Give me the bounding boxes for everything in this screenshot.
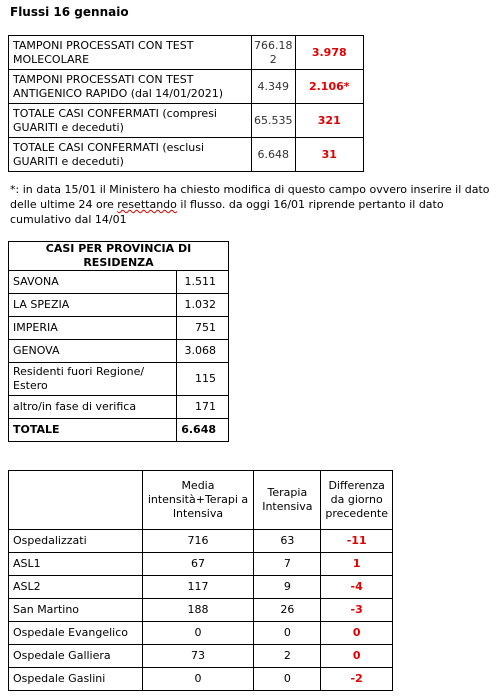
province-header: CASI PER PROVINCIA DI RESIDENZA <box>9 242 229 271</box>
hospitals-header-diff: Differenza da giorno precedente <box>321 471 393 530</box>
hospital-diff: -2 <box>321 668 393 691</box>
province-row <box>9 271 229 294</box>
province-row <box>9 317 229 340</box>
hospital-row <box>9 645 393 668</box>
hospital-diff: -3 <box>321 599 393 622</box>
hospital-ti: 0 <box>254 622 321 645</box>
province-value: 1.032 <box>177 294 229 317</box>
footnote-spellcheck-word: resettando <box>117 198 177 211</box>
province-total-row <box>9 419 229 442</box>
flow-total: 65.535 <box>252 104 296 138</box>
province-name: SAVONA <box>9 271 177 294</box>
flows-table <box>8 35 364 172</box>
hospital-diff: 0 <box>321 645 393 668</box>
hospital-name: San Martino <box>9 599 143 622</box>
flow-row <box>9 70 364 104</box>
province-total-label: TOTALE <box>9 419 177 442</box>
province-value: 1.511 <box>177 271 229 294</box>
hospital-media: 67 <box>142 553 254 576</box>
province-value: 115 <box>177 363 229 396</box>
flow-delta: 321 <box>295 104 364 138</box>
hospital-row <box>9 599 393 622</box>
flow-row <box>9 138 364 172</box>
hospital-diff: 1 <box>321 553 393 576</box>
hospitals-header-ti: Terapia Intensiva <box>254 471 321 530</box>
flow-total: 766.18 2 <box>252 36 296 70</box>
hospital-ti: 2 <box>254 645 321 668</box>
province-table <box>8 241 229 442</box>
hospital-row <box>9 576 393 599</box>
hospital-row <box>9 668 393 691</box>
province-name: GENOVA <box>9 340 177 363</box>
province-name: altro/in fase di verifica <box>9 396 177 419</box>
hospital-diff: -4 <box>321 576 393 599</box>
hospital-row <box>9 622 393 645</box>
flow-label: TOTALE CASI CONFERMATI (esclusi GUARITI e deceduti) <box>9 138 252 172</box>
footnote <box>10 182 490 227</box>
hospital-name: ASL1 <box>9 553 143 576</box>
province-row <box>9 340 229 363</box>
hospital-media: 188 <box>142 599 254 622</box>
page-title: Flussi 16 gennaio <box>10 5 129 19</box>
province-row <box>9 294 229 317</box>
province-value: 751 <box>177 317 229 340</box>
flow-delta: 2.106* <box>295 70 364 104</box>
province-name: Residenti fuori Regione/ Estero <box>9 363 177 396</box>
flow-label: TOTALE CASI CONFERMATI (compresi GUARITI e deceduti) <box>9 104 252 138</box>
hospital-diff: 0 <box>321 622 393 645</box>
footnote-text-start: *: in data 15/01 il Ministero ha chiesto modifica di questo campo ovvero inserire il dato delle ultime 24 ore <box>10 183 490 211</box>
hospital-name: Ospedale Gaslini <box>9 668 143 691</box>
flow-total: 6.648 <box>252 138 296 172</box>
hospital-ti: 0 <box>254 668 321 691</box>
hospital-name: ASL2 <box>9 576 143 599</box>
hospital-ti: 26 <box>254 599 321 622</box>
hospital-ti: 7 <box>254 553 321 576</box>
hospital-name: Ospedalizzati <box>9 530 143 553</box>
province-value: 171 <box>177 396 229 419</box>
hospitals-header-row <box>9 471 393 530</box>
hospital-media: 716 <box>142 530 254 553</box>
hospital-ti: 63 <box>254 530 321 553</box>
flow-total: 4.349 <box>252 70 296 104</box>
hospital-media: 73 <box>142 645 254 668</box>
hospital-name: Ospedale Galliera <box>9 645 143 668</box>
hospital-media: 117 <box>142 576 254 599</box>
hospital-media: 0 <box>142 668 254 691</box>
province-total-value: 6.648 <box>177 419 229 442</box>
hospital-ti: 9 <box>254 576 321 599</box>
hospital-name: Ospedale Evangelico <box>9 622 143 645</box>
footnote-text-end: il flusso. da oggi 16/01 riprende pertanto il dato cumulativo dal 14/01 <box>10 198 444 226</box>
hospital-row <box>9 530 393 553</box>
province-name: IMPERIA <box>9 317 177 340</box>
hospitals-table <box>8 470 393 691</box>
hospital-media: 0 <box>142 622 254 645</box>
province-name: LA SPEZIA <box>9 294 177 317</box>
flow-row <box>9 104 364 138</box>
flow-label: TAMPONI PROCESSATI CON TEST ANTIGENICO RAPIDO (dal 14/01/2021) <box>9 70 252 104</box>
province-value: 3.068 <box>177 340 229 363</box>
hospitals-header-empty <box>9 471 143 530</box>
province-header-row <box>9 242 229 271</box>
province-row <box>9 363 229 396</box>
hospitals-header-media: Media intensità+Terapi a Intensiva <box>142 471 254 530</box>
flow-delta: 3.978 <box>295 36 364 70</box>
hospital-diff: -11 <box>321 530 393 553</box>
hospital-row <box>9 553 393 576</box>
flow-delta: 31 <box>295 138 364 172</box>
flow-label: TAMPONI PROCESSATI CON TEST MOLECOLARE <box>9 36 252 70</box>
province-row <box>9 396 229 419</box>
flow-row <box>9 36 364 70</box>
